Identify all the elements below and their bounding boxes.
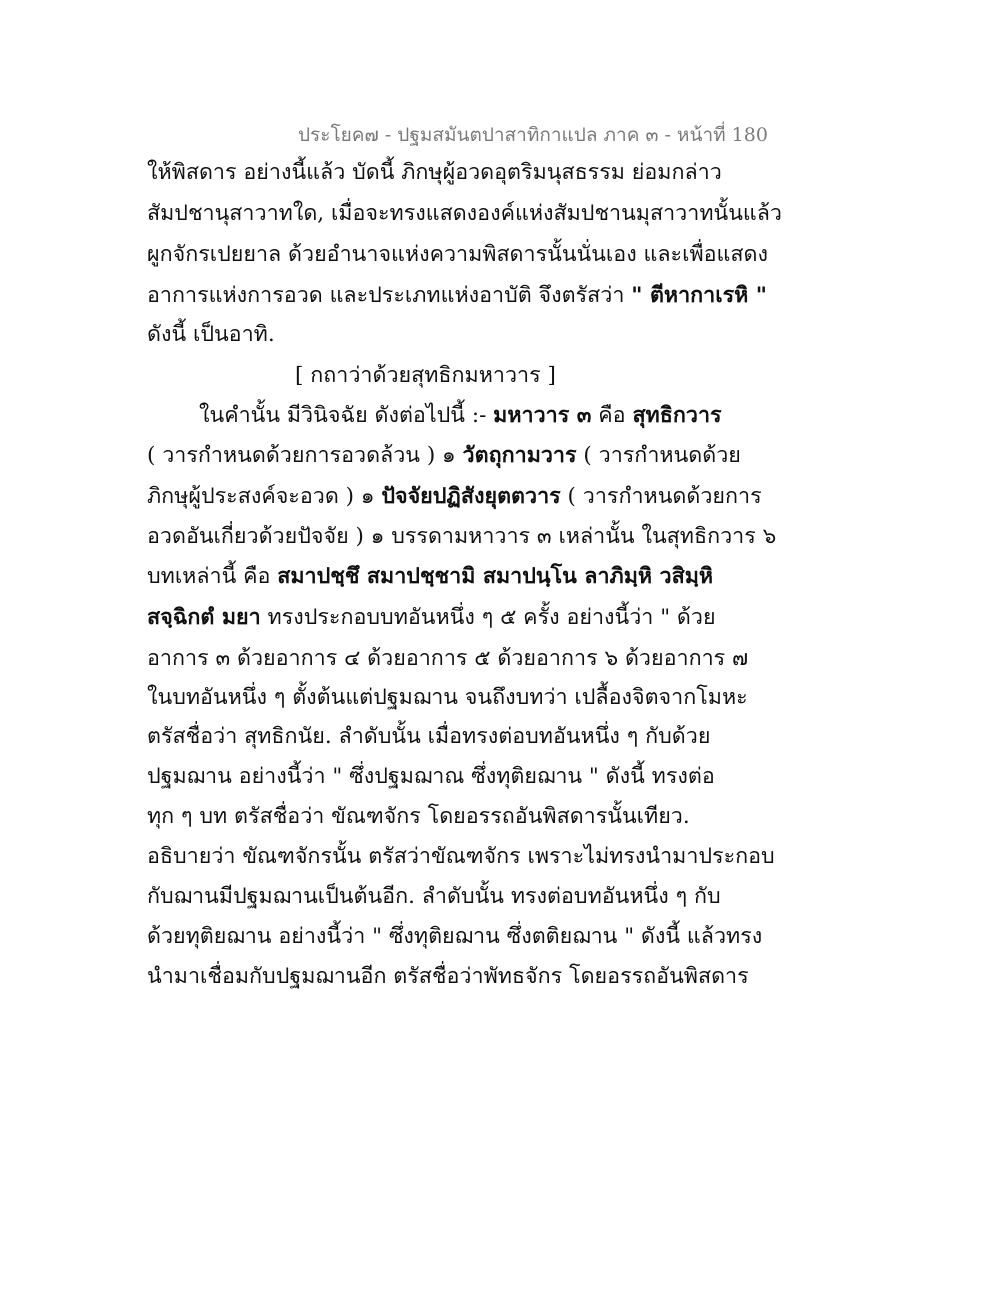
text-line bbox=[147, 603, 716, 633]
bold-term: สุทธิกวาร bbox=[632, 403, 722, 428]
text-segment: ผูกจักรเปยยาล ด้วยอำนาจแห่งความพิสดารนั้นนั่นเอง และเพื่อแสดง bbox=[147, 242, 768, 267]
text-segment: นำมาเชื่อมกับปฐมฌานอีก ตรัสชื่อว่าพัทธจักร โดยอรรถอันพิสดาร bbox=[147, 964, 749, 989]
section-heading-text: [ กถาว่าด้วยสุทธิกมหาวาร ] bbox=[295, 363, 556, 388]
text-line bbox=[147, 522, 776, 552]
text-segment: ในบทอันหนึ่ง ๆ ตั้งต้นแต่ปฐมฌาน จนถึงบทว่า เปลื้องจิตจากโมหะ bbox=[147, 685, 748, 710]
text-line bbox=[147, 802, 690, 832]
text-line bbox=[147, 644, 748, 674]
text-line bbox=[147, 882, 721, 912]
text-segment: ทรงประกอบบทอันหนึ่ง ๆ ๕ ครั้ง อย่างนี้ว่า " ด้วย bbox=[260, 605, 716, 630]
text-segment: คือ bbox=[591, 403, 633, 428]
text-segment: ในคำนั้น มีวินิจฉัย ดังต่อไปนี้ :- bbox=[199, 403, 494, 428]
text-line bbox=[147, 320, 275, 350]
pali-term: สจฺฉิกตํ มยา bbox=[147, 605, 261, 630]
text-line bbox=[147, 281, 767, 311]
text-segment: กับฌานมีปฐมฌานเป็นต้นอีก. ลำดับนั้น ทรงต่อบทอันหนึ่ง ๆ กับ bbox=[147, 884, 721, 909]
text-segment: ให้พิสดาร อย่างนี้แล้ว บัดนี้ ภิกษุผู้อวดอุตริมนุสธรรม ย่อมกล่าว bbox=[147, 160, 722, 185]
text-line bbox=[147, 482, 762, 512]
bold-term: วัตถุกามวาร bbox=[462, 443, 577, 468]
text-segment: ดังนี้ เป็นอาทิ. bbox=[147, 322, 275, 347]
text-segment: อาการแห่งการอวด และประเภทแห่งอาบัติ จึงตรัสว่า bbox=[147, 283, 632, 308]
text-segment: ( วารกำหนดด้วยการอวดล้วน ) ๑ bbox=[147, 443, 463, 468]
text-segment: ทุก ๆ บท ตรัสชื่อว่า ขัณฑจักร โดยอรรถอันพิสดารนั้นเทียว. bbox=[147, 804, 690, 829]
text-segment: ปฐมฌาน อย่างนี้ว่า " ซึ่งปฐมฌาณ ซึ่งทุติยฌาน " ดังนี้ ทรงต่อ bbox=[147, 764, 715, 789]
text-segment: อวดอันเกี่ยวด้วยปัจจัย ) ๑ บรรดามหาวาร ๓ เหล่านั้น ในสุทธิกวาร ๖ bbox=[147, 524, 777, 549]
text-line bbox=[147, 842, 775, 872]
text-line bbox=[147, 441, 741, 471]
bold-term: ปัจจัยปฏิสังยุตตวาร bbox=[381, 484, 561, 509]
text-segment: อธิบายว่า ขัณฑจักรนั้น ตรัสว่าขัณฑจักร เพราะไม่ทรงนำมาประกอบ bbox=[147, 844, 775, 869]
text-segment: สัมปชานุสาวาทใด, เมื่อจะทรงแสดงองค์แห่งสัมปชานมุสาวาทนั้นแล้ว bbox=[147, 201, 782, 226]
text-line bbox=[147, 962, 749, 992]
section-heading bbox=[295, 361, 556, 391]
text-segment: อาการ ๓ ด้วยอาการ ๔ ด้วยอาการ ๕ ด้วยอาการ ๖ ด้วยอาการ ๗ bbox=[147, 646, 749, 671]
text-line bbox=[147, 562, 713, 592]
text-segment: ด้วยทุติยฌาน อย่างนี้ว่า " ซึ่งทุติยฌาน ซึ่งตติยฌาน " ดังนี้ แล้วทรง bbox=[147, 924, 763, 949]
text-segment: ตรัสชื่อว่า สุทธิกนัย. ลำดับนั้น เมื่อทรงต่อบทอันหนึ่ง ๆ กับด้วย bbox=[147, 724, 711, 749]
text-line bbox=[147, 240, 768, 270]
pali-term: " ตีหากาเรหิ " bbox=[631, 283, 768, 308]
pali-term: สมาปชฺชึ สมาปชฺชามิ สมาปนฺโน ลาภิมฺหิ วสิมฺหิ bbox=[277, 564, 714, 589]
text-segment: ( วารกำหนดด้วยการ bbox=[560, 484, 762, 509]
text-line bbox=[147, 199, 782, 229]
page-header: ประโยค๗ - ปฐมสมันตปาสาทิกาแปล ภาค ๓ - หน้าที่ 180 bbox=[298, 124, 768, 146]
text-line bbox=[147, 722, 710, 752]
text-segment: ภิกษุผู้ประสงค์จะอวด ) ๑ bbox=[147, 484, 382, 509]
text-line bbox=[147, 762, 715, 792]
text-line bbox=[147, 922, 762, 952]
bold-term: มหาวาร ๓ bbox=[493, 403, 592, 428]
text-segment: บทเหล่านี้ คือ bbox=[147, 564, 278, 589]
text-line bbox=[147, 158, 722, 188]
text-line bbox=[147, 683, 748, 713]
text-segment: ( วารกำหนดด้วย bbox=[576, 443, 741, 468]
text-line bbox=[199, 401, 722, 431]
